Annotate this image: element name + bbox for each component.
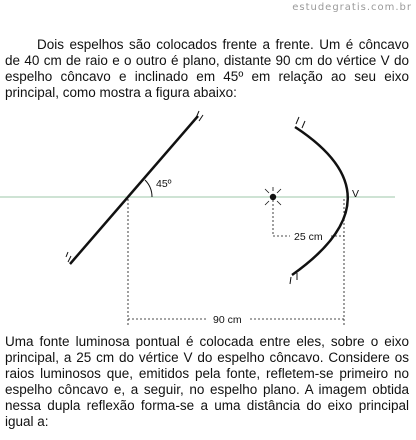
vertex-label: V bbox=[352, 188, 360, 200]
site-watermark: estudegratis.com.br bbox=[292, 2, 412, 13]
dimension-90cm bbox=[128, 199, 344, 325]
concave-mirror bbox=[290, 117, 348, 284]
problem-question-text: Uma fonte luminosa pontual é colocada entre eles, sobre o eixo principal, a 25 cm do vértice V do espelho côncavo. Considere os raios luminosos que, emitidos pela fonte, refletem-se primeiro no espelho côncavo e, a seguir, no espelho plano. A imagem obtida nessa dupla reflexão forma-se a uma distância do eixo principal igual a: bbox=[5, 334, 409, 429]
mirror-diagram bbox=[0, 105, 416, 333]
plane-mirror bbox=[66, 111, 203, 264]
problem-intro-text: Dois espelhos são colocados frente a frente. Um é côncavo de 40 cm de raio e o outro é plano, distante 90 cm do vértice V do espelho côncavo e inclinado em 45º em relação ao seu eixo principal, como mostra a figura abaixo: bbox=[5, 37, 409, 100]
mirror-distance-label: 90 cm bbox=[213, 314, 242, 326]
source-distance-label: 25 cm bbox=[294, 231, 323, 243]
light-source bbox=[265, 187, 281, 205]
angle-label: 45º bbox=[156, 178, 172, 190]
angle-arc bbox=[145, 180, 152, 197]
